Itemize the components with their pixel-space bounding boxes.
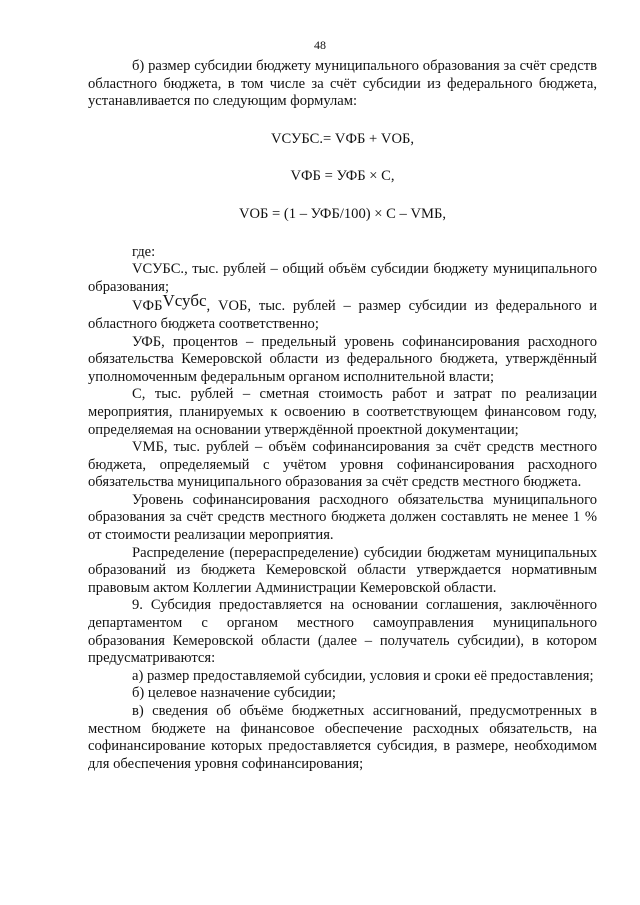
definition-ufb: УФБ, процентов – предельный уровень софинансирования расходного обязательства Кемеровской области из федерального бюджета, утверждённый уполномоченным федеральным органом исполнительной власти;: [88, 333, 597, 385]
formula-federal-part: VФБ = УФБ × С,: [290, 168, 395, 185]
definition-vsubs: VСУБС., тыс. рублей – общий объём субсидии бюджету муниципального образования;: [88, 261, 597, 295]
document-body: [88, 58, 597, 773]
paragraph-item-9: 9. Субсидия предоставляется на основании соглашения, заключённого департаментом с органом местного самоуправления муниципального образования Кемеровской области (далее – получатель субсидии), в котором предусматриваются:: [88, 597, 597, 667]
definition-vfb-vob: [88, 291, 597, 333]
paragraph-where: где:: [132, 243, 156, 260]
paragraph-redistribution: Распределение (перераспределение) субсидии бюджетам муниципальных образований из бюджета Кемеровской области утверждается нормативным правовым актом Коллегии Администрации Кемеровской области.: [88, 544, 597, 596]
definition-vmb: VМБ, тыс. рублей – объём софинансирования за счёт средств местного бюджета, определяемый с учётом уровня софинансирования расходного обязательства муниципального образования за счёт средств местного бюджета.: [88, 439, 597, 491]
definition-c: С, тыс. рублей – сметная стоимость работ и затрат по реализации мероприятия, планируемых к освоению в соответствующем финансовом году, определяемая на основании утверждённой проектной документации;: [88, 386, 597, 438]
formula-regional-part: VОБ = (1 – УФБ/100) × С – VМБ,: [238, 205, 447, 222]
paragraph-subsidy-size-intro: б) размер субсидии бюджету муниципального образования за счёт средств областного бюджета, в том числе за счёт субсидии из федерального бюджета, устанавливается по следующим формулам:: [88, 58, 597, 110]
list-item-9v: в) сведения об объёме бюджетных ассигнований, предусмотренных в местном бюджете на финансовое обеспечение расходных обязательств, на софинансирование которых предоставляется субсидия, в размере, необходимом для обеспечения уровня софинансирования;: [88, 703, 597, 772]
paragraph-local-cofinancing: Уровень софинансирования расходного обязательства муниципального образования за счёт средств местного бюджета должен составлять не менее 1 % от стоимости реализации мероприятия.: [88, 491, 597, 544]
formula-total-subsidy: VСУБС.= VФБ + VОБ,: [270, 130, 415, 147]
page-number: 48: [314, 38, 326, 52]
definition-vfb-term: VФБ: [132, 298, 163, 315]
list-item-9a: а) размер предоставляемой субсидии, условия и сроки её предоставления;: [132, 667, 594, 684]
definition-vfb-text: , VОБ, тыс. рублей – размер субсидии из федерального и областного бюджета соответственно;: [88, 298, 597, 332]
list-item-9b: б) целевое назначение субсидии;: [132, 685, 336, 702]
definition-vfb-superscript: Vсубс: [162, 291, 207, 311]
